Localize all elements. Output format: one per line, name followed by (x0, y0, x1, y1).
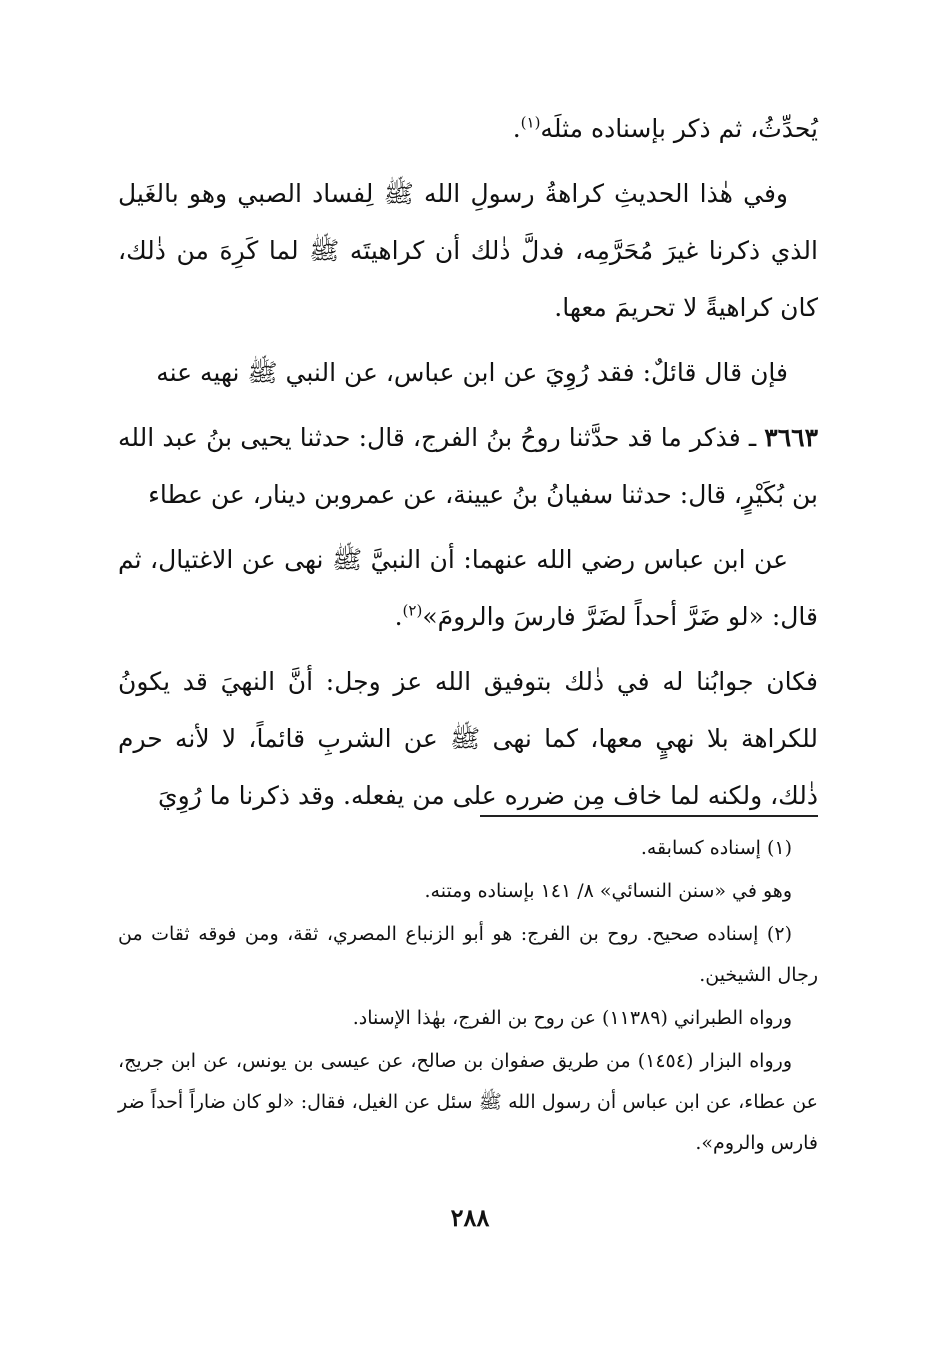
paragraph-tail: . (394, 602, 403, 631)
footnote-2: (٢) إسناده صحيح. روح بن الفرج: هو أبو الزنباع المصري، ثقة، ومن فوقه ثقات من رجال الشيخين. (118, 923, 818, 986)
paragraph-text: ـ فذكر ما قد حدَّثنا روحُ بنُ الفرج، قال: حدثنا يحيى بنُ عبد الله بن بُكَيْرٍ، قال: حدثنا سفيانُ بنُ عيينة، عن عمروبن دينار، عن عطاء (118, 423, 818, 509)
footnote-2-bazzar: ورواه البزار (١٤٥٤) من طريق صفوان بن صالح، عن عيسى بن يونس، عن ابن جريج، عن عطاء، عن ابن عباس أن رسول الله ﷺ سئل عن الغيل، فقال: «لو كان ضاراً أحداً ضر فارس والروم». (118, 1050, 818, 1154)
paragraph-3 (118, 344, 818, 401)
footnotes (118, 828, 818, 1166)
footnote-ref-2: (٢) (402, 601, 423, 620)
footnote-divider (480, 815, 818, 817)
paragraph-tail: . (512, 114, 521, 143)
footnote-1-source: وهو في «سنن النسائي» ٨/ ١٤١ بإسناده ومتنه. (424, 880, 792, 902)
paragraph-text: عن ابن عباس رضي الله عنهما: أن النبيَّ ﷺ نهى عن الاغتيال، ثم قال: «لو ضَرَّ أحداً لضَرَّ فارسَ والرومَ» (118, 545, 818, 631)
paragraph-6 (118, 653, 818, 824)
paragraph-2 (118, 165, 818, 336)
main-text (118, 100, 818, 832)
paragraph-text: فإن قال قائلٌ: فقد رُوِيَ عن ابن عباس، عن النبي ﷺ نهيه عنه (156, 358, 788, 387)
footnote-1: (١) إسناده كسابقه. (640, 837, 792, 859)
paragraph-1 (118, 100, 818, 157)
paragraph-text: يُحدِّثُ، ثم ذكر بإسناده مثلَه (540, 114, 818, 143)
page-number: ٢٨٨ (450, 1203, 490, 1232)
paragraph-text: وفي هٰذا الحديثِ كراهةُ رسولِ الله ﷺ لِفساد الصبي وهو بالغَيل الذي ذكرنا غيرَ مُحَرَّمِه، فدلَّ ذٰلك أن كراهيتَه ﷺ لما كَرِهَ من ذٰلك، كان كراهيةً لا تحريمَ معها. (118, 179, 818, 322)
hadith-3663 (118, 409, 818, 523)
footnote-ref-1: (١) (520, 113, 541, 132)
hadith-number: ٣٦٦٣ (764, 423, 818, 452)
paragraph-5 (118, 531, 818, 645)
paragraph-text: فكان جوابُنا له في ذٰلك بتوفيق الله عز وجل: أنَّ النهيَ قد يكونُ للكراهة بلا نهيٍ معها، كما نهى ﷺ عن الشربِ قائماً، لا لأنه حرم ذٰلك، ولكنه لما خاف مِن ضرره على من يفعله. وقد ذكرنا ما رُوِيَ (118, 667, 818, 810)
footnote-2-tabarani: ورواه الطبراني (١١٣٨٩) عن روح بن الفرج، بهٰذا الإسناد. (352, 1007, 792, 1029)
